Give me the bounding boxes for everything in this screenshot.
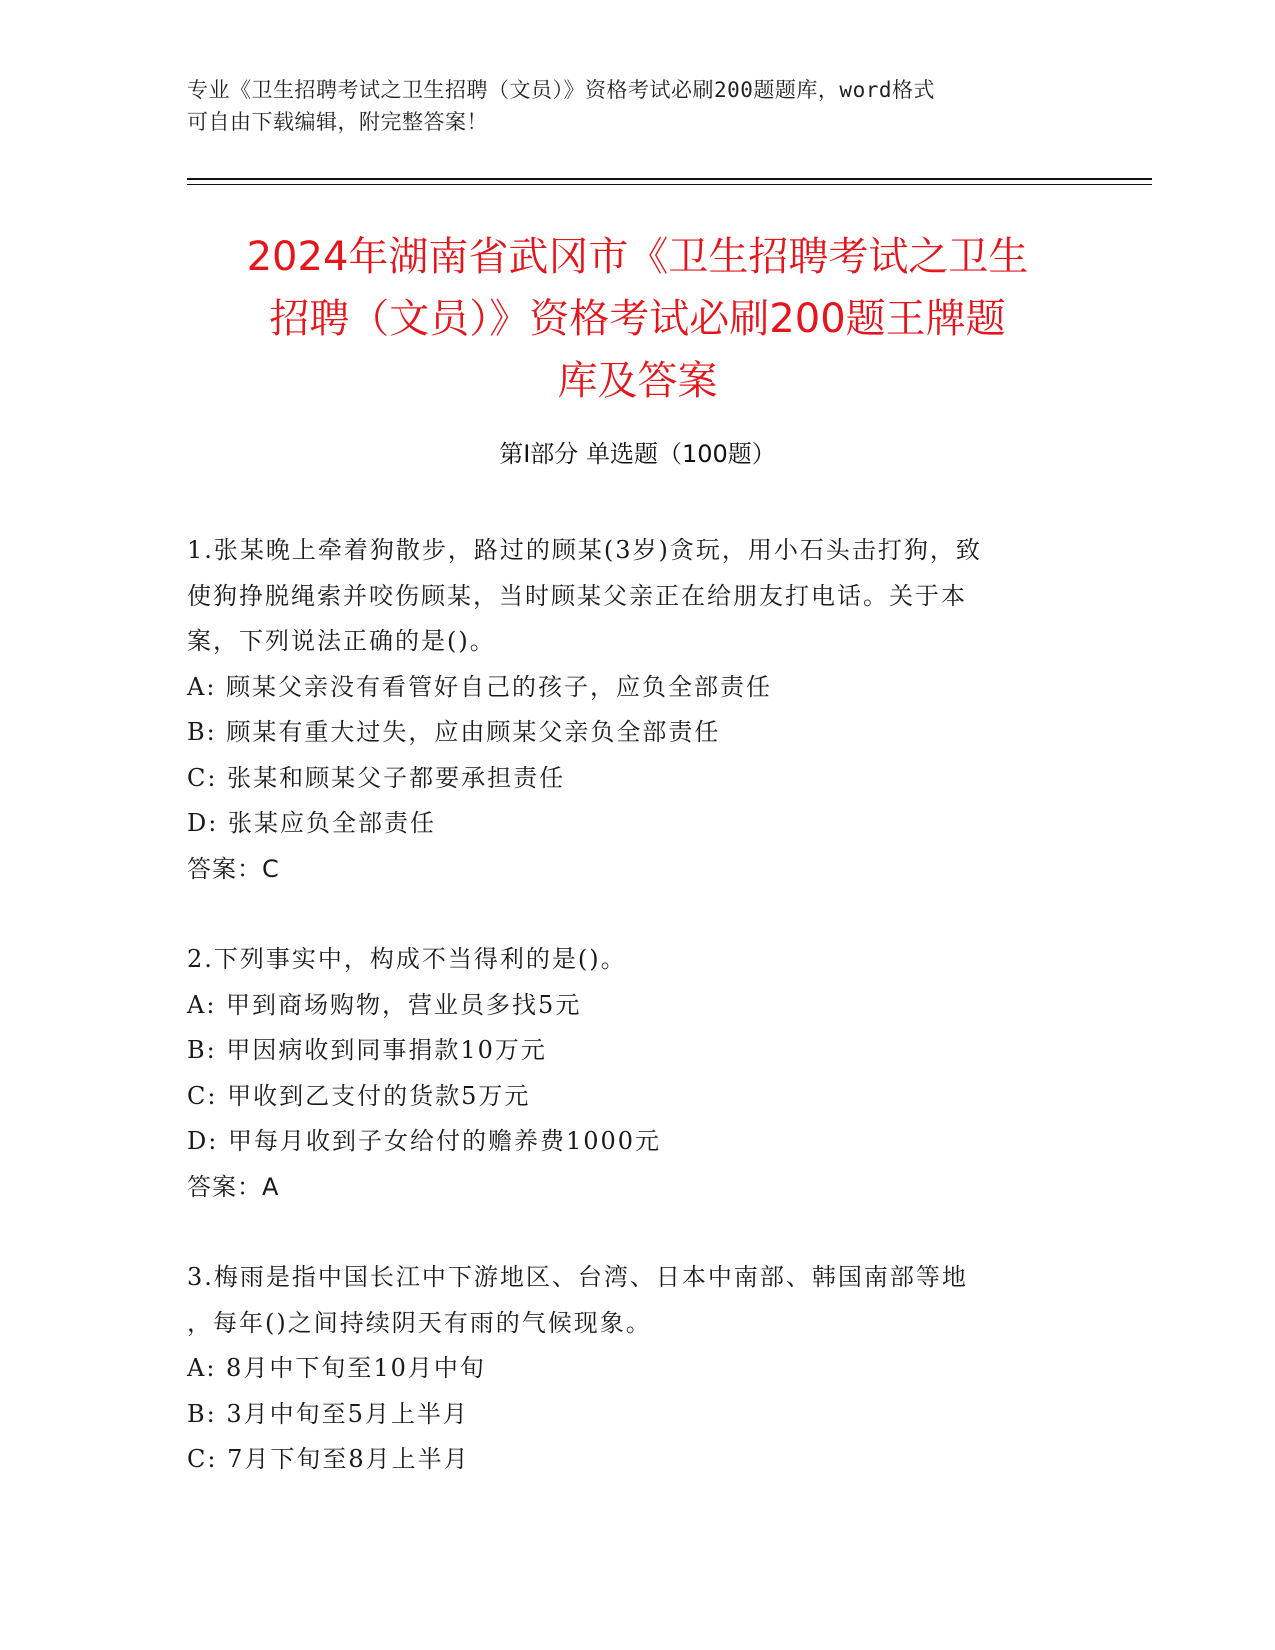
question-stem-line: 2.下列事实中，构成不当得利的是()。 (187, 945, 627, 973)
answer-text: 答案：C (187, 854, 280, 883)
question-stem-line: 案，下列说法正确的是()。 (187, 627, 496, 655)
question-stem-line: 1.张某晚上牵着狗散步，路过的顾某(3岁)贪玩，用小石头击打狗，致 (187, 536, 982, 564)
option-b: B: 甲因病收到同事捐款10万元 (187, 1036, 547, 1064)
title-line: 库及答案 (557, 358, 718, 404)
question-1 (187, 528, 1087, 892)
header-divider-thick (187, 178, 1152, 180)
option-d: D: 甲每月收到子女给付的赡养费1000元 (187, 1127, 662, 1155)
answer-text: 答案：A (187, 1172, 280, 1201)
option-b: B: 顾某有重大过失，应由顾某父亲负全部责任 (187, 718, 721, 746)
option-a: A: 顾某父亲没有看管好自己的孩子，应负全部责任 (187, 672, 773, 701)
option-d: D: 张某应负全部责任 (187, 809, 436, 837)
question-stem-line: 3.梅雨是指中国长江中下游地区、台湾、日本中南部、韩国南部等地 (187, 1263, 968, 1291)
question-stem-line: ，每年()之间持续阴天有雨的气候现象。 (187, 1308, 652, 1337)
option-c: C: 张某和顾某父子都要承担责任 (187, 763, 566, 792)
title-line: 招聘（文员）》资格考试必刷200题王牌题 (269, 296, 1006, 342)
question-2 (187, 937, 1087, 1210)
title-line: 2024年湖南省武冈市《卫生招聘考试之卫生 (246, 234, 1029, 280)
header-note (187, 74, 1067, 138)
document-title (160, 226, 1115, 412)
option-c: C: 甲收到乙支付的货款5万元 (187, 1081, 531, 1110)
header-divider-thin (187, 184, 1152, 185)
option-a: A: 8月中下旬至10月中旬 (187, 1354, 486, 1382)
option-c: C: 7月下旬至8月上半月 (187, 1445, 470, 1473)
option-b: B: 3月中旬至5月上半月 (187, 1399, 469, 1428)
question-stem-line: 使狗挣脱绳索并咬伤顾某，当时顾某父亲正在给朋友打电话。关于本 (187, 581, 967, 610)
section-title: 第Ⅰ部分 单选题（100题） (499, 440, 776, 468)
question-list (187, 528, 1087, 1483)
question-3 (187, 1255, 1087, 1483)
header-note-line: 专业《卫生招聘考试之卫生招聘（文员）》资格考试必刷200题题库，word格式 (187, 78, 935, 102)
option-a: A: 甲到商场购物，营业员多找5元 (187, 990, 582, 1019)
header-note-line: 可自由下载编辑，附完整答案！ (187, 110, 488, 134)
